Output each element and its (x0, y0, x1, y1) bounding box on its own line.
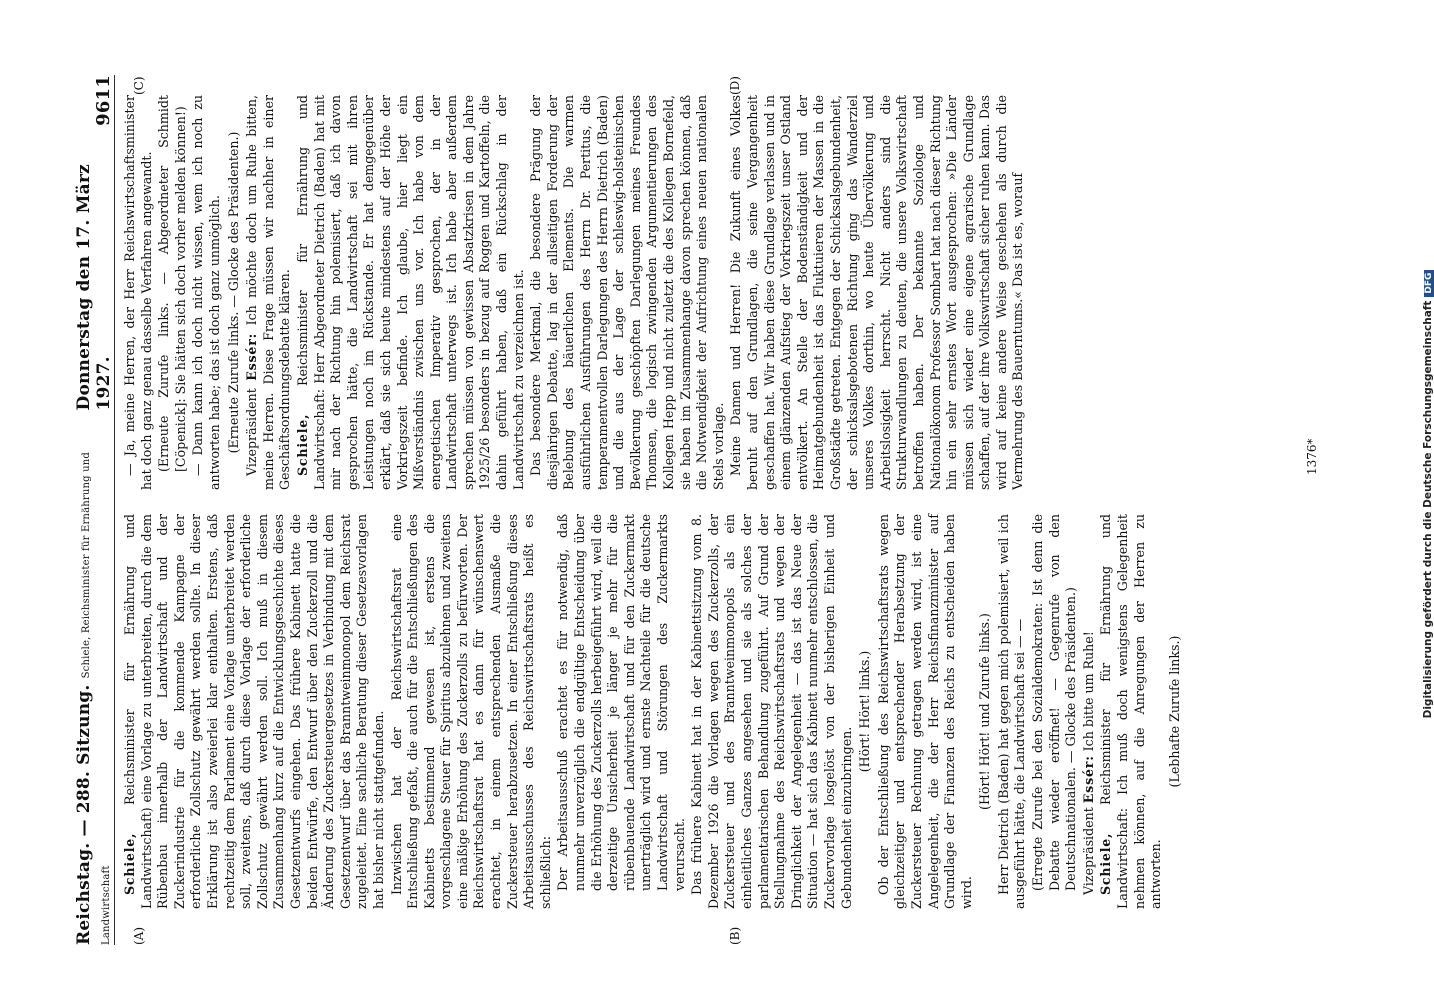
margin-marker-a: (A) (132, 926, 146, 945)
paragraph: — Dann kann ich doch nicht wissen, wem ich noch zu antworten habe; das ist doch ganz unmöglich. (190, 95, 222, 490)
header-left-title: Reichstag. — 288. Sitzung. (74, 684, 94, 945)
credit-text-wrapper (1422, 14, 1434, 974)
digitization-credit (1418, 8, 1434, 988)
header-left-sub: Schiele, Reichsminister für Ernährung und Landwirtschaft (81, 451, 112, 945)
speech-paragraph (295, 95, 527, 490)
speaker-name: Schiele, (1098, 832, 1114, 895)
president-name: Essér: (1080, 755, 1096, 804)
paragraph: Das frühere Kabinett hat in der Kabinettsitzung vom 8. Dezember 1926 die Vorlagen wegen des Zuckerzolls, der Zuckersteuer und des Branntweinmonopols als ein einheitliches Ganzes angesehen und sie als solches der parlamentarischen Behandlung zugeführt. Auf Grund der Stellungnahme des Reichswirtschaftsrats und wegen der Dringlichkeit der Angelegenheit — das ist das Neue der Situation — hat sich das Kabinett nunmehr entschlossen, die Zuckervorlage losgelöst von der bisherigen Einheit und Gebundenheit einzubringen. (689, 514, 854, 909)
document-page (74, 75, 1320, 945)
speaker-role: Reichsminister für Ernährung und Landwirtschaft) (122, 514, 154, 909)
margin-marker-c: (C) (132, 76, 146, 95)
paragraph: Inzwischen hat der Reichswirtschaftsrat eine Entschließung gefaßt, die auch für die Entschließungen des Kabinetts bestimmend gewesen ist, erstens die vorgeschlagene Steuer für Spiritus abzulehnen und zweitens eine mäßige Erhöhung des Zuckerzolls zu befürworten. Der Reichswirtschaftsrat hat es dann für wünschenswert erachtet, in einem entsprechenden Ausmaße die Zuckersteuer herabzusetzen. In einer Entschließung dieses Arbeitsausschusses des Reichswirtschaftsrats heißt es schließlich: (388, 514, 553, 909)
speech-paragraph (1098, 514, 1164, 909)
left-column (122, 514, 1185, 909)
interjection: (Lebhafte Zurufe links.) (1166, 635, 1182, 788)
interjection: (Hört! Hört! und Zurufe links.) (977, 613, 993, 810)
paragraph: Meine Damen und Herren! Die Zukunft eines Volkes beruht auf den Grundlagen, die seine Vergangenheit geschaffen hat. Wir haben diese Grundlage verlassen und in einem glänzenden Aufstieg der Vorkriegszeit unser Ostland entvölkert. An Stelle der Bodenständigkeit und der Heimatgebundenheit ist das Fluktuieren der Massen in die Großstädte getreten. Entgegen der Schicksalsgebundenheit, der schicksalsgebotenen Richtung ging das Wanderziel unseres Volkes dorthin, wo heute Übervölkerung und Arbeitslosigkeit herrscht. Nicht anders sind die Strukturwandlungen zu deuten, die unsere Volkswirtschaft betroffen haben. Der bekannte Soziologe und Nationalökonom Professor Sombart hat nach dieser Richtung hin ein sehr ernstes Wort ausgesprochen: »Die Länder müssen sich wieder eine eigene agrarische Grundlage schaffen, auf der ihre Volkswirtschaft sicher ruhen kann. Das wird auf keine andere Weise geschehen als durch die Vermehrung des Bauerntums.« Das ist es, worauf (728, 95, 1026, 490)
speaker-name: Schiele, (122, 832, 137, 895)
paragraph: Herr Dietrich (Baden) hat gegen mich polemisiert, weil ich ausgeführt hätte, die Landwirtschaft sei — — (995, 514, 1028, 909)
president-text: Ich bitte um Ruhe! (1080, 631, 1096, 752)
president-role: Vizepräsident (244, 388, 260, 476)
president-remark (1081, 514, 1098, 909)
paragraph: Das besondere Merkmal, die besondere Prägung der diesjährigen Debatte, lag in der allseitigen Forderung der Belebung des bäuerlichen Elements. Die warmen ausführlichen Ausführungen des Herrn Dr. Pertitus, die temperamentvollen Darlegungen des Herrn Dietrich (Baden) und die aus der Lage der schleswig-holsteinischen Bevölkerung geschöpften Darlegungen meines Freundes Thomsen, die logisch zwingenden Argumentierungen des Kollegen Hepp und nicht zuletzt die des Kollegen Bornefeld, sie haben im Zusammenhange davon sprechen können, daß die Notwendigkeit der Aufrichtung eines neuen nationalen Stels vorlage. (528, 95, 726, 490)
right-column (122, 95, 1028, 490)
speaker-name: Schiele, (294, 413, 310, 476)
speaker-role: Reichsminister für Ernährung und Landwirtschaft: (1098, 514, 1131, 909)
dfg-logo: DFG (1424, 270, 1434, 297)
president-remark (244, 95, 294, 490)
speech-paragraph (122, 514, 388, 909)
speech-text: Herr Abgeordneter Dietrich (Baden) hat mit mir nach der Richtung hin polemisiert, daß ich davon gesprochen hätte, die Landwirtschaft sei mit ihren Leistungen noch im Rückstande. Er hat demgegenüber erklärt, daß sie sich heute mindestens auf der Höhe der Vorkriegszeit befinde. Ich glaube, hier liegt ein Mißverständnis zwischen uns vor. Ich habe von dem energetischen Imperativ gesprochen, der in der Landwirtschaft unterwegs ist. Ich habe aber außerdem sprechen müssen von gewissen Absatzkrisen in dem Jahre 1925/26 besonders in bezug auf Roggen und Kartoffeln, die dahin geführt haben, daß ein Rückschlag in der Landwirtschaft zu verzeichnen ist. (311, 95, 526, 490)
paragraph: Ob der Entschließung des Reichswirtschaftsrats wegen gleichzeitiger und entsprechender Herabsetzung der Zuckersteuer Rechnung getragen werden wird, ist eine Angelegenheit, die der Herr Reichsfinanzminister auf Grundlage der Finanzen des Reichs zu entscheiden haben wird. (875, 514, 974, 909)
president-text: Ich möchte doch um Ruhe bitten, meine Herren. Diese Frage müssen wir nachher in einer Geschäftsordnungsdebatte klären. (244, 94, 293, 490)
interjection: (Erneute Zurufe links. — Glocke des Präsidenten.) (225, 131, 241, 454)
header-date: Donnerstag den 17. März 1927. (74, 164, 114, 411)
speech-text: Ich muß doch wenigstens Gelegenheit nehmen können, auf die Anregungen der Herren zu antworten. (1115, 514, 1164, 909)
quoted-passage: Der Arbeitsausschuß erachtet es für notwendig, daß nunmehr unverzüglich die endgültige Entscheidung über die Erhöhung des Zuckerzolls herbeigeführt wird, weil die derzeitige Unsicherheit je länger je mehr für die rübenbauende Landwirtschaft und für den Zuckermarkt unerträglich wird und ernste Nachteile für die deutsche Landwirtschaft und Störungen des Zuckermarkts verursacht. (555, 514, 687, 891)
speech-text: eine Vorlage zu unterbreiten, durch die dem Rübenbau innerhalb der Landwirtschaft und der Zuckerindustrie für die kommende Kampagne der erforderliche Zollschutz gewährt werden sollte. In dieser Erklärung ist also zweierlei klar enthalten. Erstens, daß rechtzeitig dem Parlament eine Vorlage unterbreitet werden soll, zweitens, daß durch diese Vorlage der erforderliche Zollschutz gewährt werden soll. Ich muß in diesem Zusammenhang kurz auf die Entwicklungsgeschichte dieses Gesetzentwurfs eingehen. Das frühere Kabinett hatte die beiden Entwürfe, den Entwurf über den Zuckerzoll und die Änderung des Zuckersteuergesetzes in Verbindung mit dem Gesetzentwurf über das Branntweinmonopol dem Reichsrat zugeleitet. Eine sachliche Beratung dieser Gesetzesvorlagen hat bisher nicht stattgefunden. (138, 514, 386, 909)
page-number: 9611 (93, 75, 114, 126)
interjection: (Hört! Hört! links.) (857, 650, 873, 773)
speaker-role: Reichsminister für Ernährung und Landwirtschaft: (294, 95, 327, 490)
page-header (74, 75, 115, 945)
credit-text: Digitalisierung gefördert durch die Deutsche Forschungsgemeinschaft (1422, 300, 1434, 719)
president-role: Vizepräsident (1080, 807, 1096, 895)
header-left (74, 410, 114, 945)
quoted-passage: (Erneute Zurufe links. — Abgeordneter Schmidt [Cöpenick]: Sie hätten sich doch vorher melden können!) (156, 95, 188, 472)
margin-marker-b: (B) (728, 926, 742, 945)
margin-marker-d: (D) (728, 76, 742, 95)
quoted-passage: (Erregte Zurufe bei den Sozialdemokraten: Ist denn die Debatte wieder eröffnet! — Gegenrufe von den Deutschnationalen. — Glocke des Präsidenten.) (1030, 514, 1079, 891)
page-footer: 1376* (1305, 438, 1319, 475)
president-name: Essér: (244, 332, 260, 381)
paragraph: — Ja, meine Herren, der Herr Reichswirtschaftsminister hat doch ganz genau dasselbe Verfahren angewandt. (122, 95, 154, 490)
